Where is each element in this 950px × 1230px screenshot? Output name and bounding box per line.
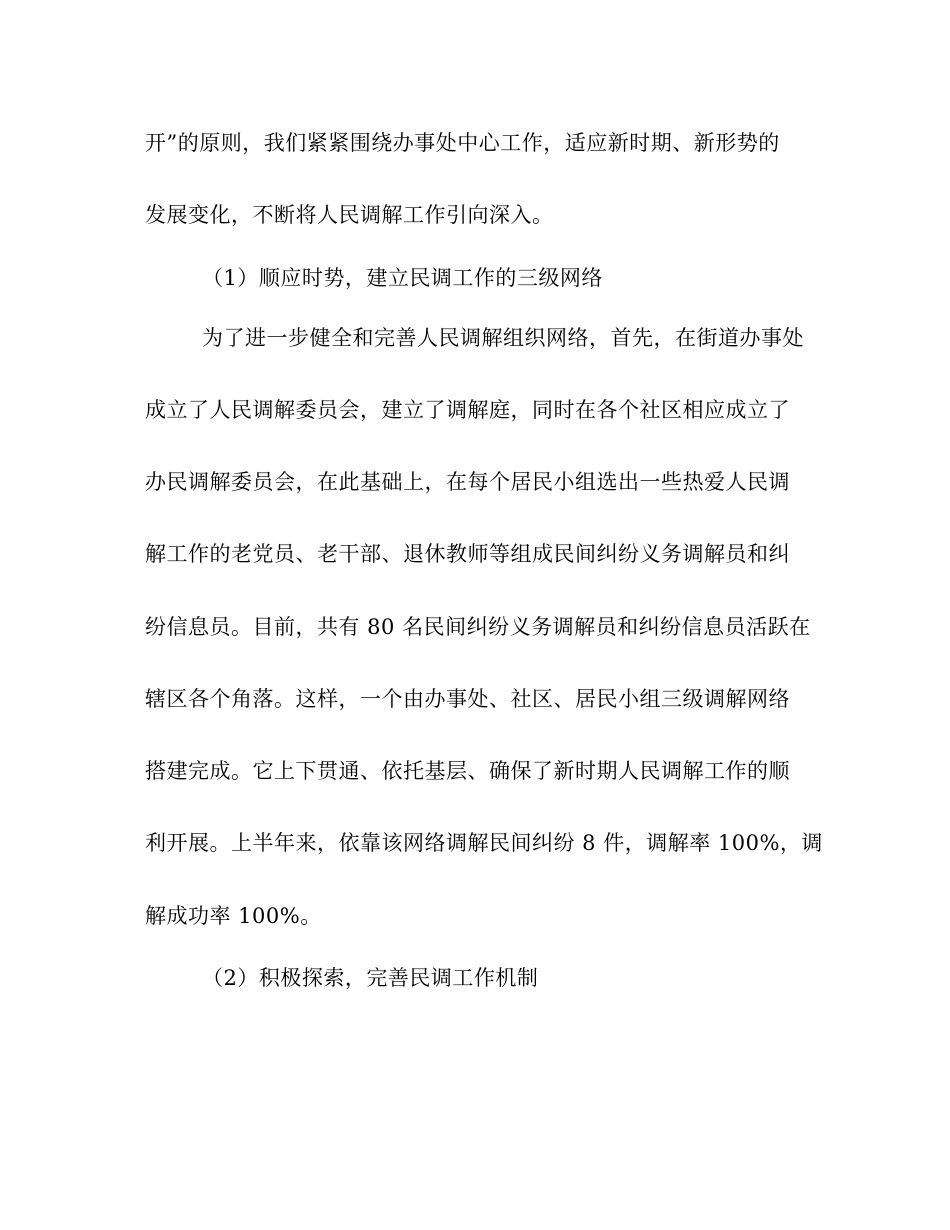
text-line: 搭建完成。它上下贯通、依托基层、确保了新时期人民调解工作的顺 (145, 759, 790, 783)
text-line: 纷信息员。目前，共有 80 名民间纠纷义务调解员和纠纷信息员活跃在 (145, 615, 811, 639)
text-line: 发展变化，不断将人民调解工作引向深入。 (145, 203, 554, 227)
text-line: 开”的原则，我们紧紧围绕办事处中心工作，适应新时期、新形势的 (145, 131, 780, 155)
section-heading: （1）顺应时势，建立民调工作的三级网络 (202, 266, 603, 290)
text-line: 辖区各个角落。这样，一个由办事处、社区、居民小组三级调解网络 (145, 687, 790, 711)
text-line: 办民调解委员会，在此基础上，在每个居民小组选出一些热爱人民调 (145, 470, 790, 494)
text-line: 为了进一步健全和完善人民调解组织网络，首先，在街道办事处 (202, 326, 804, 350)
text-line: 解工作的老党员、老干部、退休教师等组成民间纠纷义务调解员和纠 (145, 542, 790, 566)
section-heading: （2）积极探索，完善民调工作机制 (202, 966, 539, 990)
text-line: 解成功率 100%。 (145, 904, 322, 928)
text-line: 成立了人民调解委员会，建立了调解庭，同时在各个社区相应成立了 (145, 398, 790, 422)
text-line: 利开展。上半年来，依靠该网络调解民间纠纷 8 件，调解率 100%，调 (145, 831, 823, 855)
